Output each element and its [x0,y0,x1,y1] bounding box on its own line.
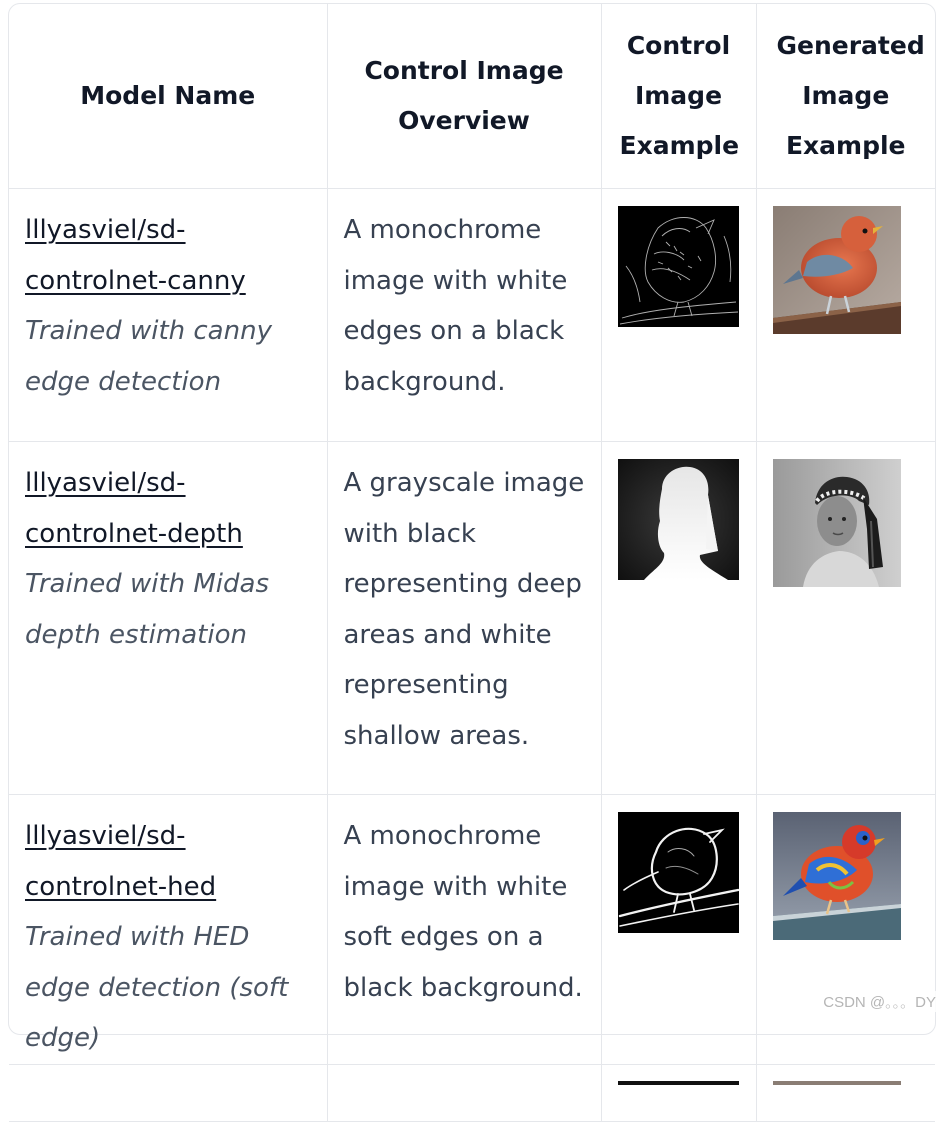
generated-image-depth [773,459,901,587]
model-name-cell [9,189,327,442]
header-control-example: Control Image Example [601,4,756,189]
model-name-cell [9,1064,327,1121]
control-image-hed [618,812,739,933]
overview-text: A monochrome image with white edges on a black background. [343,215,568,397]
generated-image-cell [756,189,935,442]
control-image-cell [601,442,756,795]
control-image-cell [601,795,756,1065]
control-image-cell [601,1064,756,1121]
table-row [9,795,935,1065]
table-row [9,442,935,795]
model-link-depth[interactable]: lllyasviel/sd-controlnet-depth [25,468,243,549]
header-control-overview: Control Image Overview [327,4,601,189]
table-header-row [9,4,935,189]
generated-image-cell [756,795,935,1065]
generated-image-hed [773,812,901,940]
model-link-canny[interactable]: lllyasviel/sd-controlnet-canny [25,215,246,296]
model-note: Trained with Midas depth estimation [25,569,270,650]
control-image-partial [618,1081,739,1085]
model-table-container [8,3,936,1053]
overview-cell [327,1064,601,1121]
control-image-canny [618,206,739,327]
generated-image-canny [773,206,901,334]
watermark: CSDN @。。。DY [821,991,938,1012]
header-model-name: Model Name [9,4,327,189]
table-row [9,1064,935,1121]
model-note: Trained with HED edge detection (soft edge) [25,922,289,1053]
model-name-cell [9,795,327,1065]
model-name-cell [9,442,327,795]
overview-text: A grayscale image with black representing deep areas and white representing shallow areas. [343,468,585,751]
overview-cell [327,189,601,442]
table-row [9,189,935,442]
control-image-cell [601,189,756,442]
model-note: Trained with canny edge detection [25,316,272,397]
model-link-hed[interactable]: lllyasviel/sd-controlnet-hed [25,821,217,902]
overview-cell [327,442,601,795]
generated-image-partial [773,1081,901,1085]
generated-image-cell [756,442,935,795]
header-generated-example: Generated Image Example [756,4,935,189]
controlnet-models-table [9,4,935,1122]
generated-image-cell [756,1064,935,1121]
overview-cell [327,795,601,1065]
control-image-depth [618,459,739,580]
overview-text: A monochrome image with white soft edges on a black background. [343,821,583,1003]
